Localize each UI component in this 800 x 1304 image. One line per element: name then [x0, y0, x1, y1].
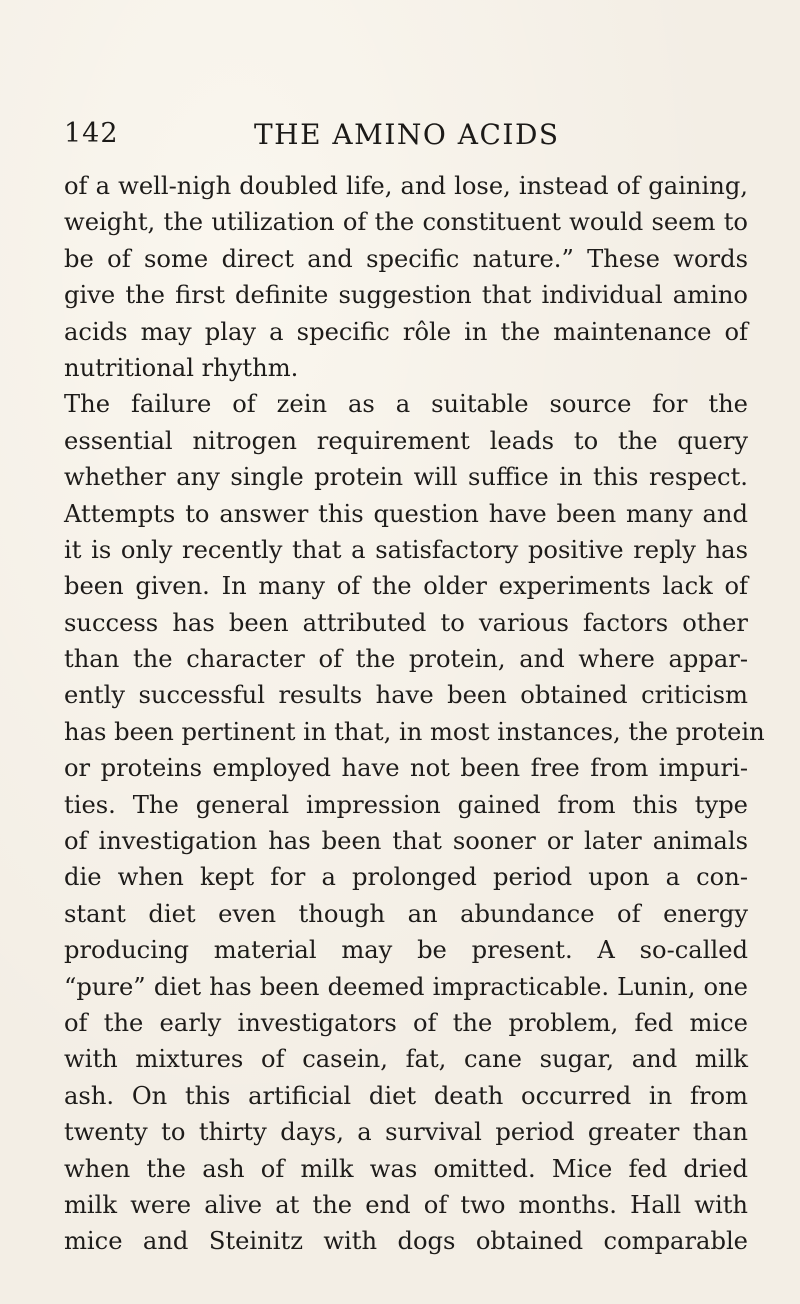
text-line: of investigation has been that sooner or later animals [64, 827, 748, 856]
body-text [64, 168, 765, 1260]
text-line: success has been attributed to various factors other [64, 608, 748, 637]
text-line: when the ash of milk was omitted. Mice fed dried [64, 1154, 748, 1183]
text-line: of a well-nigh doubled life, and lose, instead of gaining, [64, 172, 748, 200]
text-line: weight, the utilization of the constituent would seem to [64, 208, 748, 237]
running-title: THE AMINO ACIDS [254, 118, 560, 151]
text-line: with mixtures of casein, fat, cane sugar, and milk [64, 1045, 748, 1074]
text-line: has been pertinent in that, in most instances, the protein [64, 717, 765, 746]
text-line: be of some direct and specific nature.” These words [64, 244, 748, 273]
text-line: stant diet even though an abundance of energy [64, 899, 748, 928]
text-line: ash. On this artificial diet death occurred in from [64, 1081, 748, 1110]
text-line: acids may play a specific rôle in the maintenance of [64, 317, 748, 346]
text-line: of the early investigators of the problem, fed mice [64, 1008, 748, 1037]
text-line: nutritional rhythm. [64, 353, 299, 382]
text-line: give the first definite suggestion that individual amino [64, 281, 748, 310]
text-line: “pure” diet has been deemed impracticable. Lunin, one [64, 972, 748, 1001]
text-line: whether any single protein will suffice in this respect. [64, 463, 748, 492]
text-line: twenty to thirty days, a survival period greater than [64, 1118, 748, 1147]
text-line: ties. The general impression gained from this type [64, 790, 748, 819]
text-line: die when kept for a prolonged period upon a con- [64, 863, 748, 892]
text-line: Attempts to answer this question have been many and [64, 499, 748, 528]
running-head [64, 118, 744, 158]
text-line: milk were alive at the end of two months. Hall with [64, 1190, 748, 1219]
text-line: ently successful results have been obtained criticism [64, 681, 748, 710]
text-line: it is only recently that a satisfactory positive reply has [64, 535, 748, 564]
text-line: been given. In many of the older experiments lack of [64, 572, 748, 601]
text-line: essential nitrogen requirement leads to the query [64, 426, 748, 455]
text-line: or proteins employed have not been free from impuri- [64, 754, 748, 783]
text-line: producing material may be present. A so-called [64, 936, 748, 965]
page-number: 142 [64, 118, 119, 149]
text-line: than the character of the protein, and where appar- [64, 645, 748, 674]
text-line: The failure of zein as a suitable source for the [64, 390, 748, 419]
text-line: mice and Steinitz with dogs obtained comparable [64, 1227, 748, 1256]
